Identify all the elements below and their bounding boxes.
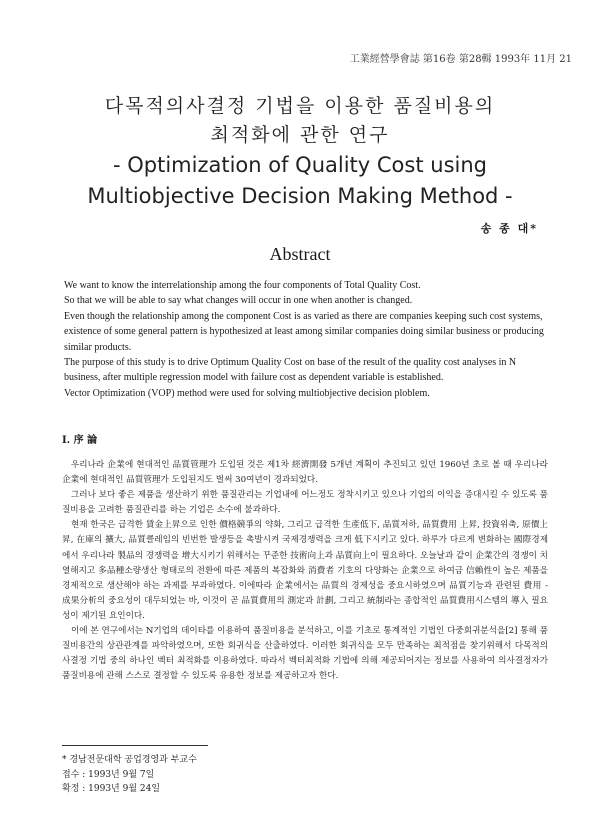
footnote-received: 접수 : 1993년 9월 7일 bbox=[62, 769, 155, 780]
footnote-accepted: 확정 : 1993년 9월 24일 bbox=[62, 784, 161, 794]
body-paragraph: 이에 본 연구에서는 N기업의 데이타를 이용하여 품질비용을 분석하고, 이를 기초로 통계적인 기법인 다중회귀분석을[2] 통해 품질비용간의 상관관계를 파악하였으며, 또한 회귀식을 산출하였다. 이러한 회귀식을 모두 만족하는 최적점을 찾기위해서 다목적의사결정 기법 중의 하나인 벡터 최적화를 이용하였다. 따라서 벡터최적화 기법에 의해 제공되어지는 정보를 사용하여 의사결정자가 품질비용에 관해 스스로 결정할 수 있도록 유용한 정보를 제공하고자 한다. bbox=[62, 626, 548, 682]
title-english-line2: Multiobjective Decision Making Method - bbox=[87, 184, 513, 208]
abstract-heading: Abstract bbox=[269, 244, 331, 264]
abstract-line: Vector Optimization (VOP) method were used for solving multiobjective decision ploblem. bbox=[64, 387, 430, 399]
footnote-divider bbox=[62, 745, 208, 746]
title-korean-line2: 최적화에 관한 연구 bbox=[210, 124, 390, 146]
footnote bbox=[62, 753, 197, 797]
running-head: 工業經營學會誌 第16卷 第28輯 1993年 11月 21 bbox=[349, 54, 572, 65]
title-english-line1: - Optimization of Quality Cost using bbox=[113, 153, 487, 177]
body-paragraph: 그러나 보다 좋은 제품을 생산하기 위한 품질관리는 기업내에 어느정도 정착시키고 있으나 기업의 이익을 증대시킬 수 있도록 품질비용을 고려한 품질관리를 하는 기업은 소수에 불과하다. bbox=[62, 490, 548, 516]
body-paragraph: 우리나라 企業에 현대적인 品質管理가 도입된 것은 제1차 經濟開發 5개년 계획이 추진되고 있던 1960년 초로 볼 때 우리나라 企業에 현대적인 品質管理가 도입된지도 벌써 30여년이 경과되었다. bbox=[62, 460, 548, 486]
abstract-body bbox=[64, 278, 554, 401]
abstract-line: So that we will be able to say what changes will occur in one when another is changed. bbox=[64, 295, 413, 307]
author-name: 송 종 대* bbox=[480, 222, 538, 235]
abstract-line: The purpose of this study is to drive Optimum Quality Cost on base of the result of the quality cost analyses in N business, after multiple regression model with failure cost as dependent variable is established. bbox=[64, 357, 517, 384]
paper-title bbox=[0, 92, 600, 212]
body-paragraph: 현재 한국은 급격한 賃金上昇으로 인한 價格競爭의 약화, 그리고 급격한 生產低下, 品質저하, 品質費用 上昇, 投資위축, 原價上昇, 在庫의 擴大, 品質클레임의 빈번한 발생등을 촉발시켜 국제경쟁력을 크게 低下시키고 있다. 하루가 다르게 변화하는 國際경제에서 우리나라 製品의 경쟁력을 增大시키기 위해서는 꾸준한 技術向上과 品質向上이 필요하다. 오늘날과 같이 企業간의 경쟁이 치열해지고 多品種소량생산 형태로의 전환에 따른 제품의 복잡화와 消費者 기호의 다양화는 企業으로 하여금 信賴性이 높은 제품을 경제적으로 생산해야 하는 과제를 부과하였다. 이에따라 企業에서는 品質의 경제성을 중요시하였으며 品質기능과 관련된 費用 - 成果分析의 중요성이 대두되었는 바, 이것이 곧 品質費用의 測定과 計劃, 그리고 統制라는 종합적인 品質費用시스템의 導入 필요성이 제기된 요인이다. bbox=[62, 520, 548, 621]
section-heading: Ⅰ. 序 論 bbox=[62, 435, 98, 446]
abstract-line: Even though the relationship among the component Cost is as varied as there are companies keeping such cost systems, existence of some general pattern is hypothesized at least among similar companies doing similar business or producing similar products. bbox=[64, 310, 544, 353]
abstract-line: We want to know the interrelationship among the four components of Total Quality Cost. bbox=[64, 280, 421, 291]
footnote-affiliation: * 경남전문대학 공업경영과 부교수 bbox=[62, 755, 197, 765]
title-korean-line1: 다목적의사결정 기법을 이용한 품질비용의 bbox=[104, 95, 496, 117]
section-body bbox=[62, 458, 548, 684]
